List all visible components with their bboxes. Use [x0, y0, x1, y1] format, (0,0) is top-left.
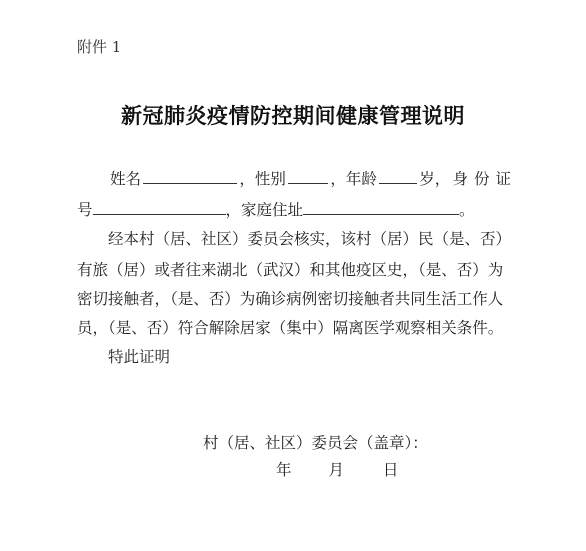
gender-blank[interactable]	[288, 168, 328, 184]
age-blank[interactable]	[379, 168, 417, 184]
closing-text: 特此证明	[108, 348, 171, 366]
body-line	[77, 316, 517, 338]
year-label: 年	[276, 461, 292, 479]
body-text-line6: 员，（是、否）符合解除居家（集中）隔离医学观察相关条件。	[77, 319, 504, 337]
body-line	[77, 227, 517, 249]
address-blank[interactable]	[303, 199, 459, 215]
address-label: ，家庭住址	[225, 201, 304, 219]
committee-signature-label: 村（居、社区）委员会（盖章）：	[203, 434, 428, 452]
name-blank[interactable]	[143, 168, 237, 184]
body-text-line3: 经本村（居、社区）委员会核实，该村（居）民（是、否）	[108, 230, 512, 248]
body-line	[77, 258, 517, 280]
body-text-line4: 有旅（居）或者往来湖北（武汉）和其他疫区史，（是、否）为	[77, 261, 504, 279]
id-label: 身份证	[452, 170, 517, 188]
signature-date	[276, 458, 398, 480]
form-line-address	[77, 198, 517, 220]
id-label-cont: 号	[77, 201, 93, 219]
document-title: 新冠肺炎疫情防控期间健康管理说明	[121, 103, 465, 128]
form-line-personal-info	[77, 167, 517, 189]
address-end: 。	[459, 201, 475, 219]
name-label: 姓名	[110, 170, 142, 188]
age-unit: 岁，	[419, 170, 451, 188]
id-number-blank[interactable]	[93, 199, 226, 215]
month-label: 月	[328, 461, 344, 479]
body-text-line5: 密切接触者，（是、否）为确诊病例密切接触者共同生活工作人	[77, 290, 504, 308]
age-label: ，年龄	[330, 170, 377, 188]
body-line	[77, 287, 517, 309]
attachment-label: 附件 1	[77, 38, 122, 56]
gender-label: ，性别	[239, 170, 286, 188]
day-label: 日	[382, 461, 399, 479]
closing-line	[77, 345, 517, 367]
